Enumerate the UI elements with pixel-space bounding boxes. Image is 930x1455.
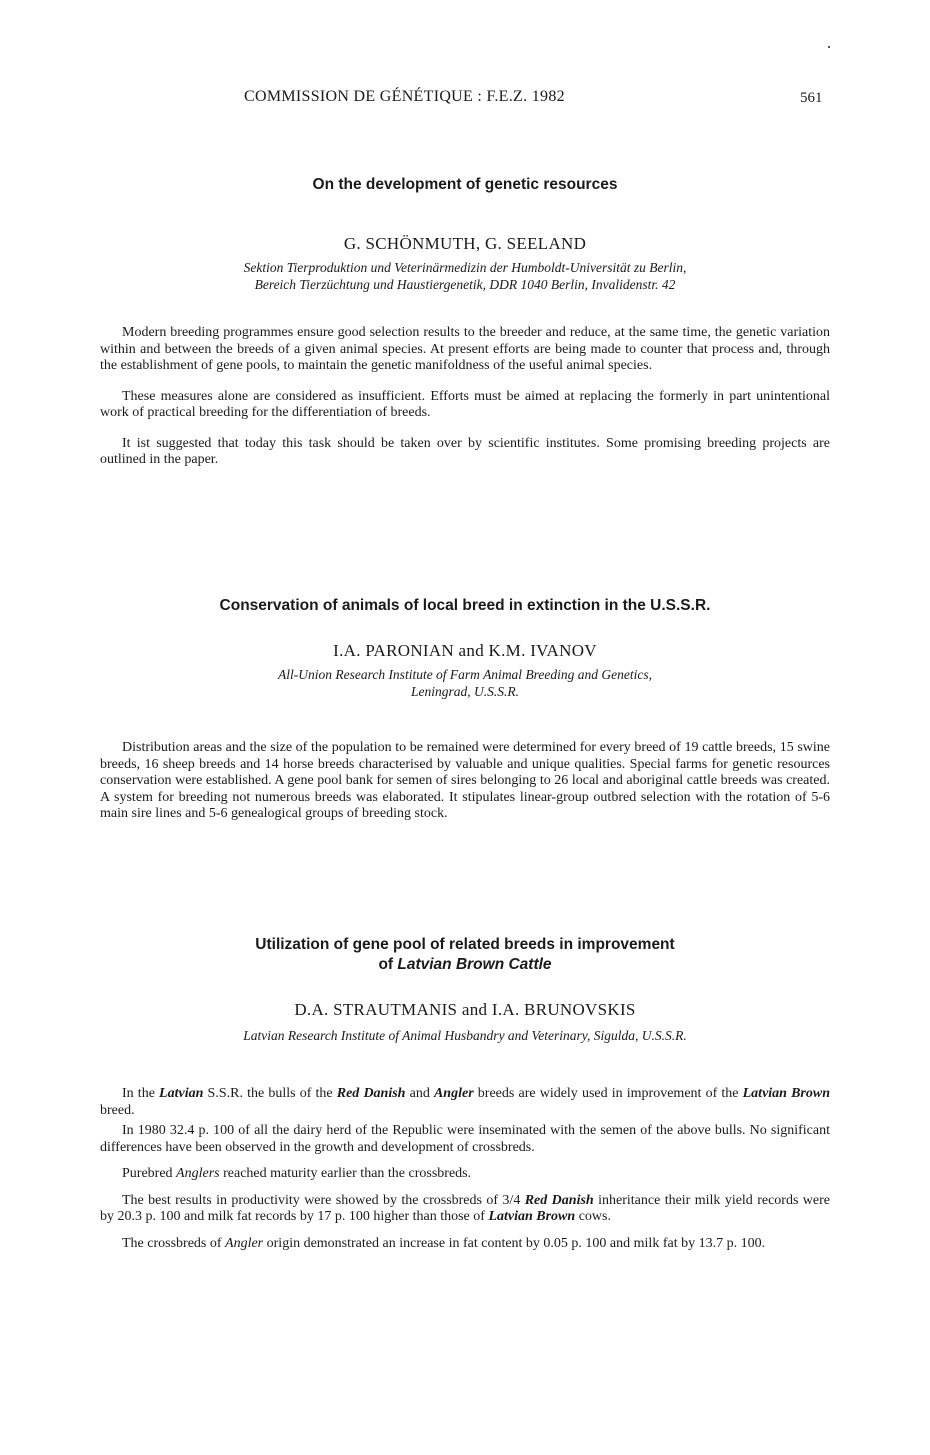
abstract-authors: G. SCHÖNMUTH, G. SEELAND [343,234,587,253]
affiliation-line: All-Union Research Institute of Farm Animal Breeding and Genetics, [277,667,653,682]
abstract-affiliation [100,666,830,700]
abstract-paragraph: In the Latvian S.S.R. the bulls of the Red Danish and Angler breeds are widely used in improvement of the Latvian Brown breed. [100,1086,831,1118]
abstract-1 [100,175,830,469]
abstract-paragraph: Distribution areas and the size of the population to be remained were determined for every breed of 19 cattle breeds, 15 swine breeds, 16 sheep breeds and 14 horse breeds characterised by valuable and unique qualities. Special farms for genetic resources conservation were established. A gene pool bank for semen of sires belonging to 26 local and aboriginal cattle breeds was created. A system for breeding not numerous breeds was elaborated. It stipulates linear-group outbred selection with the rotation of 5-6 main sire lines and 5-6 genealogical groups of breeding stock. [100,740,830,821]
abstract-authors: D.A. STRAUTMANIS and I.A. BRUNOVSKIS [294,1000,636,1019]
running-title: COMMISSION DE GÉNÉTIQUE : F.E.Z. 1982 [244,88,565,105]
abstract-title: On the development of genetic resources [312,176,618,193]
abstract-paragraph: It ist suggested that today this task should be taken over by scientific institutes. Some promising breeding projects are outlined in the paper. [100,435,830,467]
abstract-3 [100,935,830,1252]
scan-mark [828,46,830,48]
abstract-paragraph: Modern breeding programmes ensure good selection results to the breeder and reduce, at the same time, the genetic variation within and between the breeds of a given animal species. At present efforts are being made to counter that process and, through the establishment of gene pools, to maintain the genetic manifoldness of the useful animal species. [100,325,830,373]
abstract-paragraph: In 1980 32.4 p. 100 of all the dairy herd of the Republic were inseminated with the semen of the above bulls. No significant differences have been observed in the growth and development of crossbreds. [100,1123,830,1155]
affiliation-line: Bereich Tierzüchtung und Haustiergenetik, DDR 1040 Berlin, Invalidenstr. 42 [254,277,676,292]
title-line-prefix: of [378,956,398,973]
abstract-paragraph: Purebred Anglers reached maturity earlier than the crossbreds. [122,1166,472,1181]
abstract-paragraph: The best results in productivity were showed by the crossbreds of 3/4 Red Danish inheritance their milk yield records were by 20.3 p. 100 and milk fat records by 17 p. 100 higher than those of Latvian Brown cows. [100,1192,831,1224]
affiliation-line: Latvian Research Institute of Animal Husbandry and Veterinary, Sigulda, U.S.S.R. [243,1028,687,1043]
abstract-title: Conservation of animals of local breed in extinction in the U.S.S.R. [219,597,711,614]
abstract-title [100,935,830,975]
abstract-paragraph: The crossbreds of Angler origin demonstrated an increase in fat content by 0.05 p. 100 and milk fat by 13.7 p. 100. [122,1235,766,1251]
affiliation-line: Sektion Tierproduktion und Veterinärmedizin der Humboldt-Universität zu Berlin, [243,260,687,275]
abstract-2 [100,596,830,823]
running-header [0,88,930,112]
abstract-paragraph: These measures alone are considered as insufficient. Efforts must be aimed at replacing the formerly in part unintentional work of practical breeding for the differentiation of breeds. [100,388,830,420]
abstract-authors: I.A. PARONIAN and K.M. IVANOV [333,641,597,660]
title-line-italic: Latvian Brown Cattle [397,956,552,973]
page-number: 561 [800,90,823,106]
affiliation-line: Leningrad, U.S.S.R. [411,684,519,699]
title-line: Utilization of gene pool of related breeds in improvement [255,936,675,953]
abstract-affiliation [100,259,830,293]
